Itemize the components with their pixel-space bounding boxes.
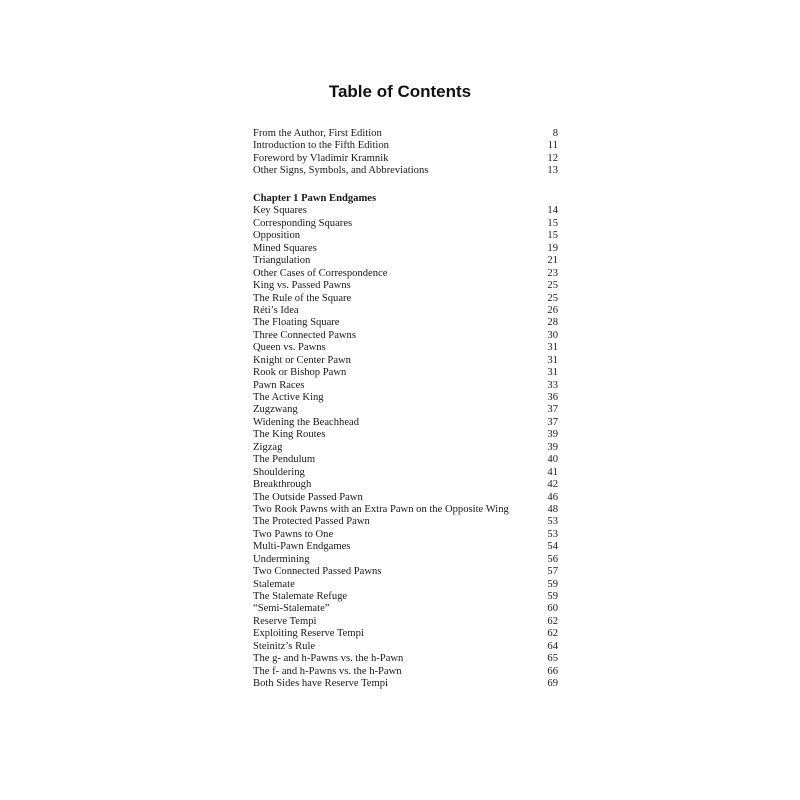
toc-entry-page-number: 19 (547, 242, 558, 254)
toc-entry (253, 280, 558, 292)
toc-entry-title: From the Author, First Edition (253, 128, 382, 139)
toc-entry (253, 641, 558, 653)
toc-entry-page-number: 14 (547, 205, 558, 217)
toc-entry-title: Reserve Tempi (253, 615, 317, 627)
toc-entry (253, 566, 558, 578)
toc-entry-title: The f- and h-Pawns vs. the h-Pawn (253, 665, 402, 677)
toc-entry (253, 554, 558, 566)
toc-entry-title: Zugzwang (253, 404, 298, 416)
toc-entry-title: Triangulation (253, 255, 311, 267)
toc-entry-page-number: 11 (547, 140, 558, 152)
toc-entry-page-number: 53 (547, 528, 558, 540)
toc-entry (253, 230, 558, 242)
toc-entry-page-number: 59 (547, 591, 558, 602)
toc-entry-page-number: 59 (547, 578, 558, 590)
toc-entry (253, 479, 558, 491)
toc-entry-page-number: 21 (547, 255, 558, 267)
toc-entry (253, 579, 558, 591)
toc-entry-title: The Outside Passed Pawn (253, 491, 363, 503)
toc-entry-page-number: 31 (547, 342, 558, 354)
chapter-heading: Chapter 1 Pawn Endgames (253, 193, 377, 204)
toc-entry-page-number: 31 (547, 354, 558, 366)
toc-entry-page-number: 25 (547, 292, 558, 304)
toc-entry-title: Mined Squares (253, 242, 317, 254)
toc-entry-page-number: 28 (547, 317, 558, 329)
toc-entry-page-number: 26 (547, 304, 558, 316)
toc-entry (253, 628, 558, 640)
toc-entry (253, 293, 558, 305)
toc-entry (253, 591, 558, 603)
toc-entry-title: The Stalemate Refuge (253, 591, 348, 602)
toc-entry (253, 653, 558, 665)
toc-entry (253, 467, 558, 479)
toc-entry-title: The Pendulum (253, 454, 316, 466)
toc-entry-page-number: 46 (547, 491, 558, 503)
toc-entry (253, 342, 558, 354)
toc-entry-title: Pawn Races (253, 379, 305, 391)
toc-entry-page-number: 25 (547, 280, 558, 292)
toc-entry (253, 380, 558, 392)
toc-entry-page-number: 36 (547, 392, 558, 403)
toc-entry (253, 367, 558, 379)
toc-entry (253, 243, 558, 255)
toc-entry-title: The Floating Square (253, 317, 340, 329)
toc-entry-page-number: 65 (547, 653, 558, 665)
toc-entry-title: The Protected Passed Pawn (253, 516, 370, 528)
toc-entry-title: Two Pawns to One (253, 528, 334, 540)
toc-entry-title: Other Cases of Correspondence (253, 267, 388, 279)
toc-entry-page-number: 66 (547, 665, 558, 677)
toc-entry (253, 454, 558, 466)
toc-entry (253, 442, 558, 454)
toc-entry (253, 504, 558, 516)
toc-entry (253, 218, 558, 230)
toc-entry-title: King vs. Passed Pawns (253, 280, 351, 292)
toc-entry-page-number: 48 (547, 503, 558, 515)
toc-entry-page-number: 37 (547, 404, 558, 416)
toc-entry-page-number: 69 (547, 678, 558, 690)
toc-entry-title: The Rule of the Square (253, 292, 352, 304)
toc-entry-title: Two Rook Pawns with an Extra Pawn on the Opposite Wing (253, 503, 509, 515)
toc-entry-title: The Active King (253, 392, 324, 403)
toc-entry-page-number: 23 (547, 267, 558, 279)
toc-entry-title: Steinitz’s Rule (253, 640, 316, 652)
toc-entry-title: “Semi-Stalemate” (253, 603, 330, 615)
toc-entry-page-number: 37 (547, 416, 558, 428)
toc-entry (253, 529, 558, 541)
toc-entry-page-number: 56 (547, 553, 558, 565)
toc-entry (253, 165, 558, 177)
toc-entry-title: Multi-Pawn Endgames (253, 541, 351, 553)
toc-entry (253, 404, 558, 416)
toc-entry-title: Undermining (253, 553, 310, 565)
toc-entry (253, 492, 558, 504)
toc-entry-page-number: 31 (547, 367, 558, 379)
toc-entry (253, 616, 558, 628)
toc-entry (253, 317, 558, 329)
toc-entry-page-number: 41 (547, 466, 558, 478)
toc-entry (253, 305, 558, 317)
toc-entry-page-number: 53 (547, 516, 558, 528)
toc-entry-page-number: 12 (547, 152, 558, 164)
toc-entry-page-number: 54 (547, 541, 558, 553)
toc-entry (253, 140, 558, 152)
toc-entry-page-number: 8 (552, 128, 558, 139)
toc-entry-title: Corresponding Squares (253, 217, 353, 229)
toc-entry-title: Stalemate (253, 578, 295, 590)
toc-entry-page-number: 60 (547, 603, 558, 615)
toc-entry-page-number: 39 (547, 429, 558, 441)
toc-entry-page-number: 62 (547, 628, 558, 640)
toc-entry-title: Queen vs. Pawns (253, 342, 326, 354)
toc-entry (253, 666, 558, 678)
toc-entry-title: The g- and h-Pawns vs. the h-Pawn (253, 653, 404, 665)
toc-entry (253, 255, 558, 267)
toc-entry-title: Breakthrough (253, 479, 312, 491)
toc-entry-title: Exploiting Reserve Tempi (253, 628, 364, 640)
toc-entry-title: Two Connected Passed Pawns (253, 566, 382, 578)
toc-entry-page-number: 15 (547, 217, 558, 229)
toc-entry-title: Foreword by Vladimir Kramnik (253, 152, 389, 164)
toc-entry (253, 205, 558, 217)
toc-entry-page-number: 42 (547, 479, 558, 491)
toc-entry (253, 268, 558, 280)
toc-entry-title: Réti’s Idea (253, 304, 299, 316)
toc-entry-title: Rook or Bishop Pawn (253, 367, 347, 379)
toc-entry-title: Three Connected Pawns (253, 329, 356, 341)
page-title: Table of Contents (328, 82, 472, 101)
toc-entry-title: Zigzag (253, 441, 283, 453)
toc-entry (253, 417, 558, 429)
toc-entry-page-number: 13 (547, 165, 558, 177)
toc-entry-page-number: 39 (547, 441, 558, 453)
toc-entry-title: Shouldering (253, 466, 305, 478)
toc-entry-title: Both Sides have Reserve Tempi (253, 678, 388, 690)
toc-entry (253, 392, 558, 404)
toc-entry (253, 516, 558, 528)
toc-entry (253, 429, 558, 441)
toc-entry-page-number: 64 (547, 640, 558, 652)
toc-entry (253, 153, 558, 165)
toc-entry (253, 678, 558, 690)
chapter-entries-list (253, 205, 558, 690)
toc-entry-title: Other Signs, Symbols, and Abbreviations (253, 165, 429, 177)
toc-entry (253, 603, 558, 615)
toc-entry (253, 541, 558, 553)
toc-entry (253, 355, 558, 367)
toc-entry-page-number: 62 (547, 615, 558, 627)
toc-entry-title: Knight or Center Pawn (253, 354, 351, 366)
toc-entry-page-number: 33 (547, 379, 558, 391)
toc-entry-title: Introduction to the Fifth Edition (253, 140, 389, 152)
toc-entry-page-number: 40 (547, 454, 558, 466)
toc-entry-title: Widening the Beachhead (253, 416, 360, 428)
toc-entry-title: Opposition (253, 230, 301, 242)
toc-entry-page-number: 30 (547, 329, 558, 341)
toc-entry-title: Key Squares (253, 205, 307, 217)
chapter-1-section (253, 193, 558, 691)
toc-entry (253, 128, 558, 140)
toc-entry-page-number: 15 (547, 230, 558, 242)
toc-entry-title: The King Routes (253, 429, 326, 441)
toc-entry (253, 330, 558, 342)
toc-entry-page-number: 57 (547, 566, 558, 578)
front-matter-list (253, 128, 558, 178)
